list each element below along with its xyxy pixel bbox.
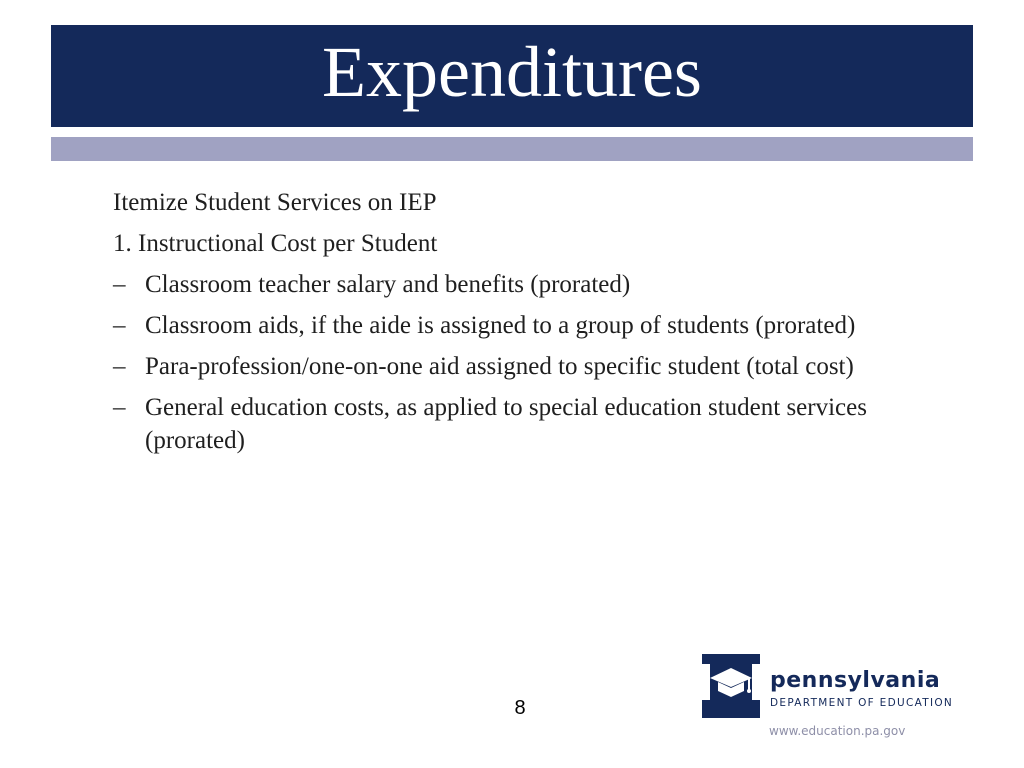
bullet-text: Para-profession/one-on-one aid assigned to specific student (total cost) (145, 353, 854, 380)
logo-name: pennsylvania (770, 668, 941, 693)
pa-education-logo (702, 654, 952, 722)
section-heading: 1. Instructional Cost per Student (113, 230, 438, 257)
bullet-item (113, 391, 973, 457)
bullet-text: Classroom teacher salary and benefits (prorated) (145, 271, 631, 298)
logo-department: DEPARTMENT OF EDUCATION (770, 697, 954, 709)
bullet-dash: – (113, 353, 126, 380)
intro-text: Itemize Student Services on IEP (113, 189, 437, 216)
bullet-dash: – (113, 271, 126, 298)
bullet-text: Classroom aids, if the aide is assigned to a group of students (prorated) (145, 312, 856, 339)
slide-title: Expenditures (322, 32, 702, 112)
slide-body (113, 186, 973, 465)
page-number: 8 (514, 697, 526, 719)
bullet-item (113, 268, 973, 301)
website-url: www.education.pa.gov (769, 724, 906, 738)
title-underline-bar (51, 137, 973, 161)
keystone-icon (702, 654, 760, 718)
bullet-item (113, 350, 973, 383)
bullet-dash: – (113, 312, 126, 339)
title-bar (51, 25, 973, 127)
bullet-item (113, 309, 973, 342)
bullet-dash: – (113, 394, 126, 421)
bullet-text: General education costs, as applied to special education student services (prorated) (145, 394, 867, 454)
